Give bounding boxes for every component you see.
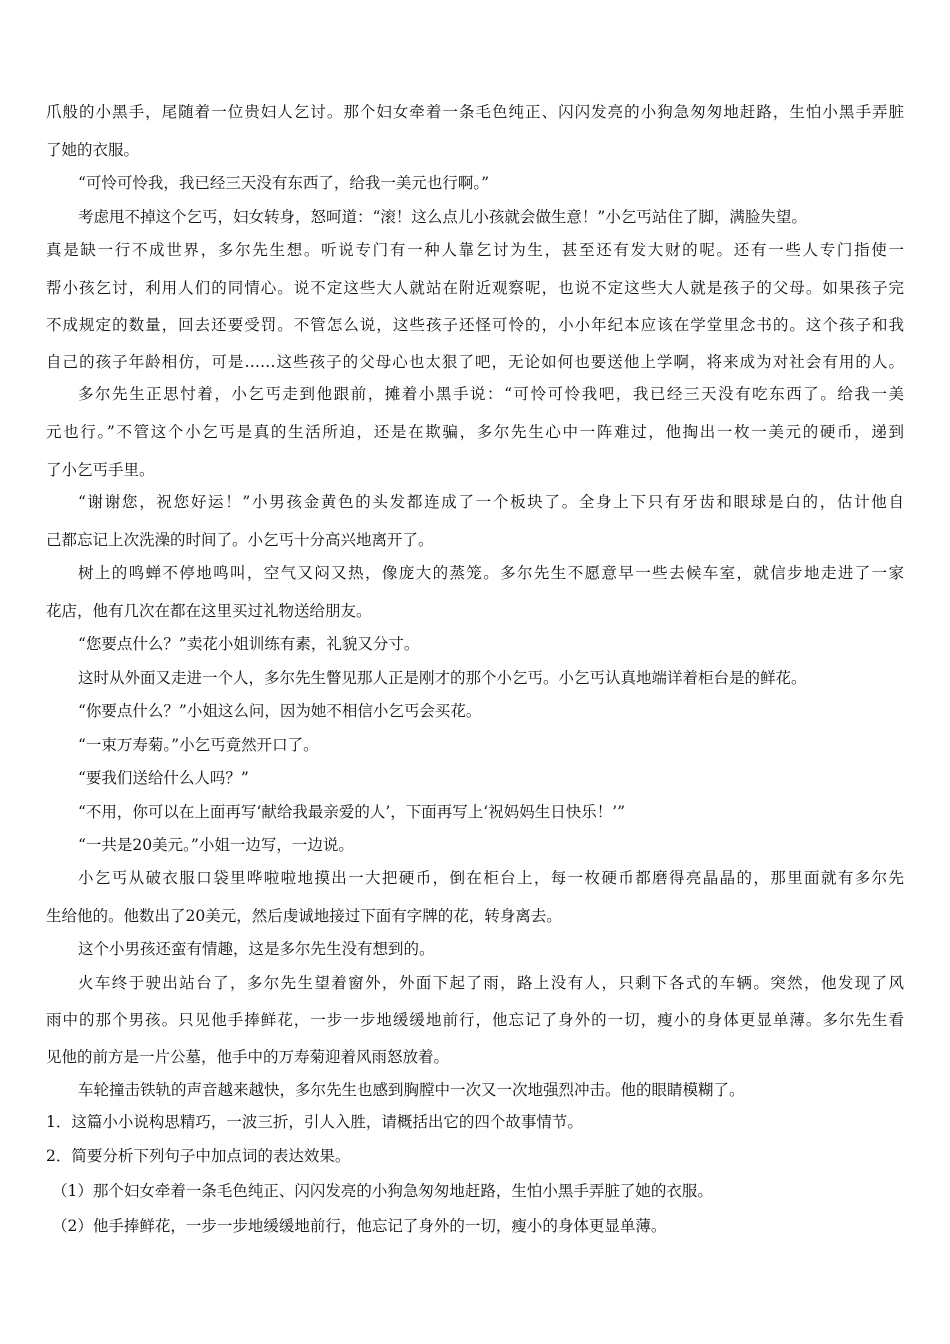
- story-line: 这个小男孩还蛮有情趣，这是多尔先生没有想到的。: [78, 940, 435, 958]
- question-2: 2．简要分析下列句子中加点词的表达效果。: [46, 1147, 351, 1165]
- story-line: “您要点什么？”卖花小姐训练有素，礼貌又分寸。: [78, 635, 420, 653]
- story-line: “一共是20美元。”小姐一边写，一边说。: [78, 836, 354, 854]
- story-line: 自己的孩子年龄相仿，可是……这些孩子的父母心也太狠了吧，无论如何也要送他上学啊，将来成为对社会有用的人。: [46, 353, 904, 371]
- story-line: “要我们送给什么人吗？”: [78, 769, 249, 787]
- question-2-item-1: （1）那个妇女牵着一条毛色纯正、闪闪发亮的小狗急匆匆地赶路，生怕小黑手弄脏了她的衣服。: [52, 1182, 713, 1200]
- story-line: 雨中的那个男孩。只见他手捧鲜花，一步一步地缓缓地前行，他忘记了身外的一切，瘦小的身体更显单薄。多尔先生看: [46, 1011, 904, 1029]
- story-line: 生给他的。他数出了20美元，然后虔诚地接过下面有字牌的花，转身离去。: [46, 907, 562, 925]
- story-line: 了她的衣服。: [46, 141, 140, 159]
- story-line: 帮小孩乞讨，利用人们的同情心。说不定这些大人就站在附近观察呢，也说不定这些大人就是孩子的父母。如果孩子完: [46, 279, 904, 297]
- question-1: 1．这篇小小说构思精巧，一波三折，引人入胜，请概括出它的四个故事情节。: [46, 1113, 583, 1131]
- story-line: 见他的前方是一片公墓，他手中的万寿菊迎着风雨怒放着。: [46, 1048, 450, 1066]
- story-line: 这时从外面又走进一个人，多尔先生瞥见那人正是刚才的那个小乞丐。小乞丐认真地端详着柜台是的鲜花。: [78, 669, 807, 687]
- story-line: 车轮撞击铁轨的声音越来越快，多尔先生也感到胸膛中一次又一次地强烈冲击。他的眼睛模糊了。: [78, 1081, 745, 1099]
- story-line: “不用，你可以在上面再写‘献给我最亲爱的人’，下面再写上‘祝妈妈生日快乐！’”: [78, 803, 626, 821]
- story-line: “一束万寿菊。”小乞丐竟然开口了。: [78, 736, 319, 754]
- story-line: 考虑甩不掉这个乞丐，妇女转身，怒呵道：“滚！这么点儿小孩就会做生意！”小乞丐站住了脚，满脸失望。: [78, 208, 807, 226]
- story-line: “谢谢您，祝您好运！”小男孩金黄色的头发都连成了一个板块了。全身上下只有牙齿和眼球是白的，估计他自: [78, 493, 904, 511]
- story-line: 真是缺一行不成世界，多尔先生想。听说专门有一种人靠乞讨为生，甚至还有发大财的呢。还有一些人专门指使一: [46, 241, 904, 259]
- story-line: 小乞丐从破衣服口袋里哗啦啦地摸出一大把硬币，倒在柜台上，每一枚硬币都磨得亮晶晶的，那里面就有多尔先: [78, 869, 904, 887]
- question-2-item-2: （2）他手捧鲜花，一步一步地缓缓地前行，他忘记了身外的一切，瘦小的身体更显单薄。: [52, 1217, 667, 1235]
- story-line: “可怜可怜我，我已经三天没有东西了，给我一美元也行啊。”: [78, 174, 490, 192]
- story-line: 花店，他有几次在都在这里买过礼物送给朋友。: [46, 602, 372, 620]
- story-line: 不成规定的数量，回去还要受罚。不管怎么说，这些孩子还怪可怜的，小小年纪本应该在学堂里念书的。这个孩子和我: [46, 316, 904, 334]
- story-line: 多尔先生正思忖着，小乞丐走到他跟前，摊着小黑手说：“可怜可怜我吧，我已经三天没有吃东西了。给我一美: [78, 385, 904, 403]
- story-line: 元也行。”不管这个小乞丐是真的生活所迫，还是在欺骗，多尔先生心中一阵难过，他掏出一枚一美元的硬币，递到: [46, 423, 904, 441]
- story-line: 火车终于驶出站台了，多尔先生望着窗外，外面下起了雨，路上没有人，只剩下各式的车辆。突然，他发现了风: [78, 974, 904, 992]
- story-line: “你要点什么？”小姐这么问，因为她不相信小乞丐会买花。: [78, 702, 482, 720]
- story-line: 己都忘记上次洗澡的时间了。小乞丐十分高兴地离开了。: [46, 531, 434, 549]
- story-line: 了小乞丐手里。: [46, 461, 155, 479]
- story-line: 树上的鸣蝉不停地鸣叫，空气又闷又热，像庞大的蒸笼。多尔先生不愿意早一些去候车室，就信步地走进了一家: [78, 564, 904, 582]
- story-line: 爪般的小黑手，尾随着一位贵妇人乞讨。那个妇女牵着一条毛色纯正、闪闪发亮的小狗急匆匆地赶路，生怕小黑手弄脏: [46, 103, 904, 121]
